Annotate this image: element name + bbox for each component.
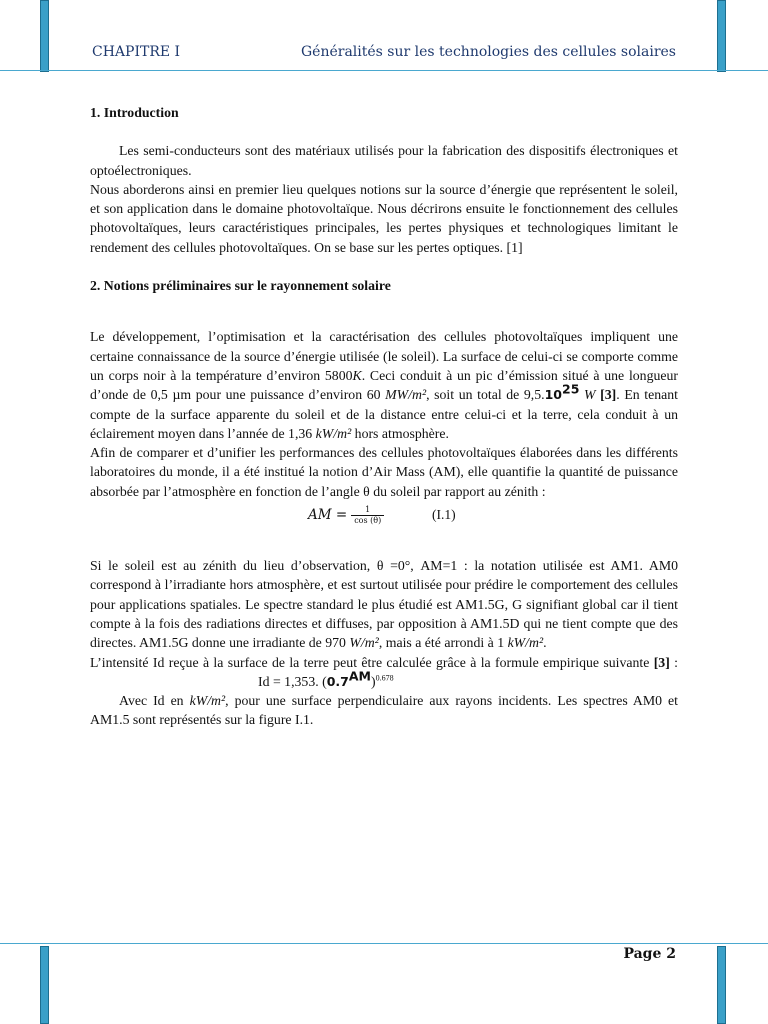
paragraph-intro-1: Les semi-conducteurs sont des matériaux utilisés pour la fabrication des dispositifs électroniques et optoélectroniques. bbox=[90, 143, 678, 178]
paragraph-zenith: Si le soleil est au zénith du lieu d’observation, θ =0°, AM=1 : la notation utilisée est AM1. AM0 correspond à l’irradiante hors atmosphère, et est surtout utilisée pour prédire le comportement des cellules pour applications spatiales. Le spectre standard le plus étudié est AM1.5G, G signifiant global car il tient compte à la fois des radiations directes et diffuses, par opposition à AM1.5D qui ne tient compte que des directes. AM1.5G donne une irradiante de 970 W/m², mais a été arrondi à 1 kW/m². bbox=[90, 558, 678, 651]
paragraph-intro-2: Nous aborderons ainsi en premier lieu quelques notions sur la source d’énergie que représentent le soleil, et son application dans le domaine photovoltaïque. Nous décrirons ensuite le fonctionnement des cellules photovoltaïques, leurs caractéristiques principales, les pertes physiques et technologiques limitant le rendement des cellules photovoltaïques. On se base sur les pertes optiques. [1] bbox=[90, 181, 678, 255]
footer-rule bbox=[0, 943, 768, 944]
bottom-left-bar bbox=[40, 946, 49, 1024]
paragraph-units: Avec Id en kW/m², pour une surface perpendiculaire aux rayons incidents. Les spectres AM0 et AM1.5 sont représentés sur la figure I.1. bbox=[90, 693, 679, 728]
header-rule bbox=[0, 70, 768, 71]
bottom-right-bar bbox=[717, 946, 726, 1024]
top-left-bar bbox=[40, 0, 49, 72]
formula-air-mass: AM = $\frac{1}{\cos (\theta)}$ (I.1) bbox=[308, 505, 456, 526]
paragraph-rayonnement-1: Le développement, l’optimisation et la caractérisation des cellules photovoltaïques impliquent une certaine connaissance de la source d’énergie utilisée (le soleil). La surface de celui-ci se comporte comme un corps noir à la température d’environ 5800K. Ceci conduit à un pic d’émission situé à une longueur d’onde de 0,5 µm pour une puissance d’environ 60 MW/m², soit un total de 9,5.1025 W [3]. En tenant compte de la surface apparente du soleil et de la distance entre celui-ci et la terre, cela conduit à un éclairement moyen dans l’année de 1,36 kW/m² hors atmosphère. bbox=[90, 329, 678, 441]
paragraph-air-mass: Afin de comparer et d’unifier les performances des cellules photovoltaïques élaborées dans les différents laboratoires du monde, il a été institué la notion d’Air Mass (AM), elle quantifie la quantité de puissance absorbée par l’atmosphère en fonction de l’angle θ du soleil par rapport au zénith : bbox=[90, 445, 678, 499]
chapter-label: CHAPITRE I bbox=[92, 44, 181, 60]
chapter-title: Généralités sur les technologies des cellules solaires bbox=[301, 44, 676, 60]
section-heading-introduction: 1. Introduction bbox=[90, 105, 179, 120]
section-heading-rayonnement: 2. Notions préliminaires sur le rayonnement solaire bbox=[90, 278, 391, 294]
page-number: Page 2 bbox=[623, 946, 676, 962]
equation-number: (I.1) bbox=[432, 507, 456, 523]
paragraph-intensity: L’intensité Id reçue à la surface de la terre peut être calculée grâce à la formule empirique suivante [3] :Id = 1,353. $(0.7AM)^{0.678}$ bbox=[90, 653, 678, 692]
top-right-bar bbox=[717, 0, 726, 72]
intensity-formula: Id = 1,353. $(0.7AM)^{0.678}$ bbox=[258, 668, 394, 689]
page-body bbox=[90, 103, 678, 730]
